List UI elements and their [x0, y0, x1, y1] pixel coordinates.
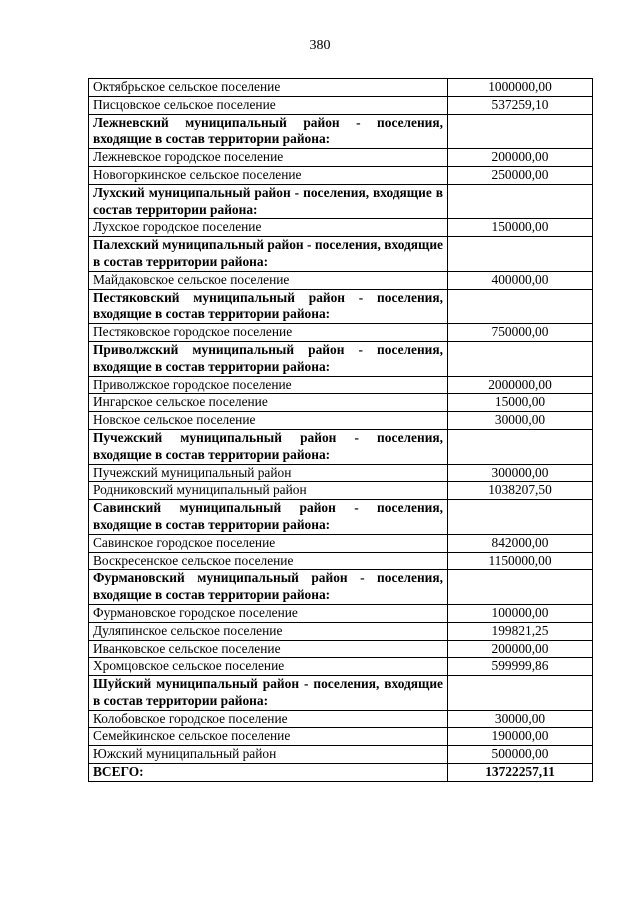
table-row [89, 219, 593, 237]
amount-cell [448, 341, 593, 376]
amount-cell: 200000,00 [448, 640, 593, 658]
district-header-row [89, 500, 593, 535]
amount-cell [448, 570, 593, 605]
table-row [89, 710, 593, 728]
table-row [89, 658, 593, 676]
district-header-row [89, 237, 593, 272]
amount-cell: 30000,00 [448, 412, 593, 430]
amount-cell: 537259,10 [448, 96, 593, 114]
amount-cell: 750000,00 [448, 324, 593, 342]
table-row [89, 482, 593, 500]
settlement-name: Пестяковское городское поселение [89, 324, 448, 342]
settlement-name: Октябрьское сельское поселение [89, 79, 448, 97]
settlement-name: Пучежский муниципальный район [89, 464, 448, 482]
amount-cell: 250000,00 [448, 166, 593, 184]
settlement-name: Фурмановское городское поселение [89, 604, 448, 622]
table-row [89, 324, 593, 342]
amount-cell [448, 114, 593, 149]
table-row [89, 746, 593, 764]
amount-cell: 190000,00 [448, 728, 593, 746]
budget-table [88, 78, 593, 782]
table-row [89, 394, 593, 412]
district-header-row [89, 570, 593, 605]
page-number: 380 [309, 38, 331, 53]
amount-cell: 150000,00 [448, 219, 593, 237]
table-row [89, 534, 593, 552]
settlement-name: Родниковский муниципальный район [89, 482, 448, 500]
amount-cell: 2000000,00 [448, 376, 593, 394]
settlement-name: Савинский муниципальный район - поселения, входящие в состав территории района: [89, 500, 448, 535]
amount-cell: 200000,00 [448, 149, 593, 167]
settlement-name: Семейкинское сельское поселение [89, 728, 448, 746]
settlement-name: Писцовское сельское поселение [89, 96, 448, 114]
amount-cell [448, 237, 593, 272]
settlement-name: Пестяковский муниципальный район - поселения, входящие в состав территории района: [89, 289, 448, 324]
district-header-row [89, 429, 593, 464]
amount-cell: 1038207,50 [448, 482, 593, 500]
table-row [89, 552, 593, 570]
settlement-name: Майдаковское сельское поселение [89, 271, 448, 289]
district-header-row [89, 114, 593, 149]
table-row [89, 79, 593, 97]
amount-cell [448, 289, 593, 324]
settlement-name: Приволжский муниципальный район - поселения, входящие в состав территории района: [89, 341, 448, 376]
amount-cell [448, 184, 593, 219]
settlement-name: Фурмановский муниципальный район - поселения, входящие в состав территории района: [89, 570, 448, 605]
amount-cell: 30000,00 [448, 710, 593, 728]
settlement-name: Новское сельское поселение [89, 412, 448, 430]
table-row [89, 96, 593, 114]
table-row [89, 464, 593, 482]
district-header-row [89, 676, 593, 711]
settlement-name: Савинское городское поселение [89, 534, 448, 552]
amount-cell: 400000,00 [448, 271, 593, 289]
amount-cell: 500000,00 [448, 746, 593, 764]
table-row [89, 728, 593, 746]
settlement-name: Иванковское сельское поселение [89, 640, 448, 658]
settlement-name: Шуйский муниципальный район - поселения, входящие в состав территории района: [89, 676, 448, 711]
settlement-name: Дуляпинское сельское поселение [89, 622, 448, 640]
table-row [89, 376, 593, 394]
table-row [89, 622, 593, 640]
settlement-name: Лежневское городское поселение [89, 149, 448, 167]
settlement-name: Воскресенское сельское поселение [89, 552, 448, 570]
table-row [89, 271, 593, 289]
settlement-name: Ингарское сельское поселение [89, 394, 448, 412]
amount-cell: 199821,25 [448, 622, 593, 640]
settlement-name: Южский муниципальный район [89, 746, 448, 764]
total-amount: 13722257,11 [448, 764, 593, 782]
amount-cell: 599999,86 [448, 658, 593, 676]
settlement-name: Палехский муниципальный район - поселения, входящие в состав территории района: [89, 237, 448, 272]
total-label: ВСЕГО: [89, 764, 448, 782]
budget-table-body [89, 79, 593, 782]
amount-cell: 100000,00 [448, 604, 593, 622]
settlement-name: Колобовское городское поселение [89, 710, 448, 728]
settlement-name: Пучежский муниципальный район - поселения, входящие в состав территории района: [89, 429, 448, 464]
settlement-name: Хромцовское сельское поселение [89, 658, 448, 676]
amount-cell [448, 500, 593, 535]
settlement-name: Лухское городское поселение [89, 219, 448, 237]
amount-cell: 15000,00 [448, 394, 593, 412]
amount-cell: 1000000,00 [448, 79, 593, 97]
table-row [89, 149, 593, 167]
district-header-row [89, 184, 593, 219]
total-row [89, 764, 593, 782]
table-row [89, 640, 593, 658]
amount-cell: 1150000,00 [448, 552, 593, 570]
settlement-name: Лухский муниципальный район - поселения, входящие в состав территории района: [89, 184, 448, 219]
district-header-row [89, 289, 593, 324]
amount-cell: 300000,00 [448, 464, 593, 482]
district-header-row [89, 341, 593, 376]
settlement-name: Приволжское городское поселение [89, 376, 448, 394]
amount-cell [448, 676, 593, 711]
settlement-name: Новогоркинское сельское поселение [89, 166, 448, 184]
table-row [89, 412, 593, 430]
settlement-name: Лежневский муниципальный район - поселения, входящие в состав территории района: [89, 114, 448, 149]
table-row [89, 166, 593, 184]
amount-cell [448, 429, 593, 464]
amount-cell: 842000,00 [448, 534, 593, 552]
table-row [89, 604, 593, 622]
